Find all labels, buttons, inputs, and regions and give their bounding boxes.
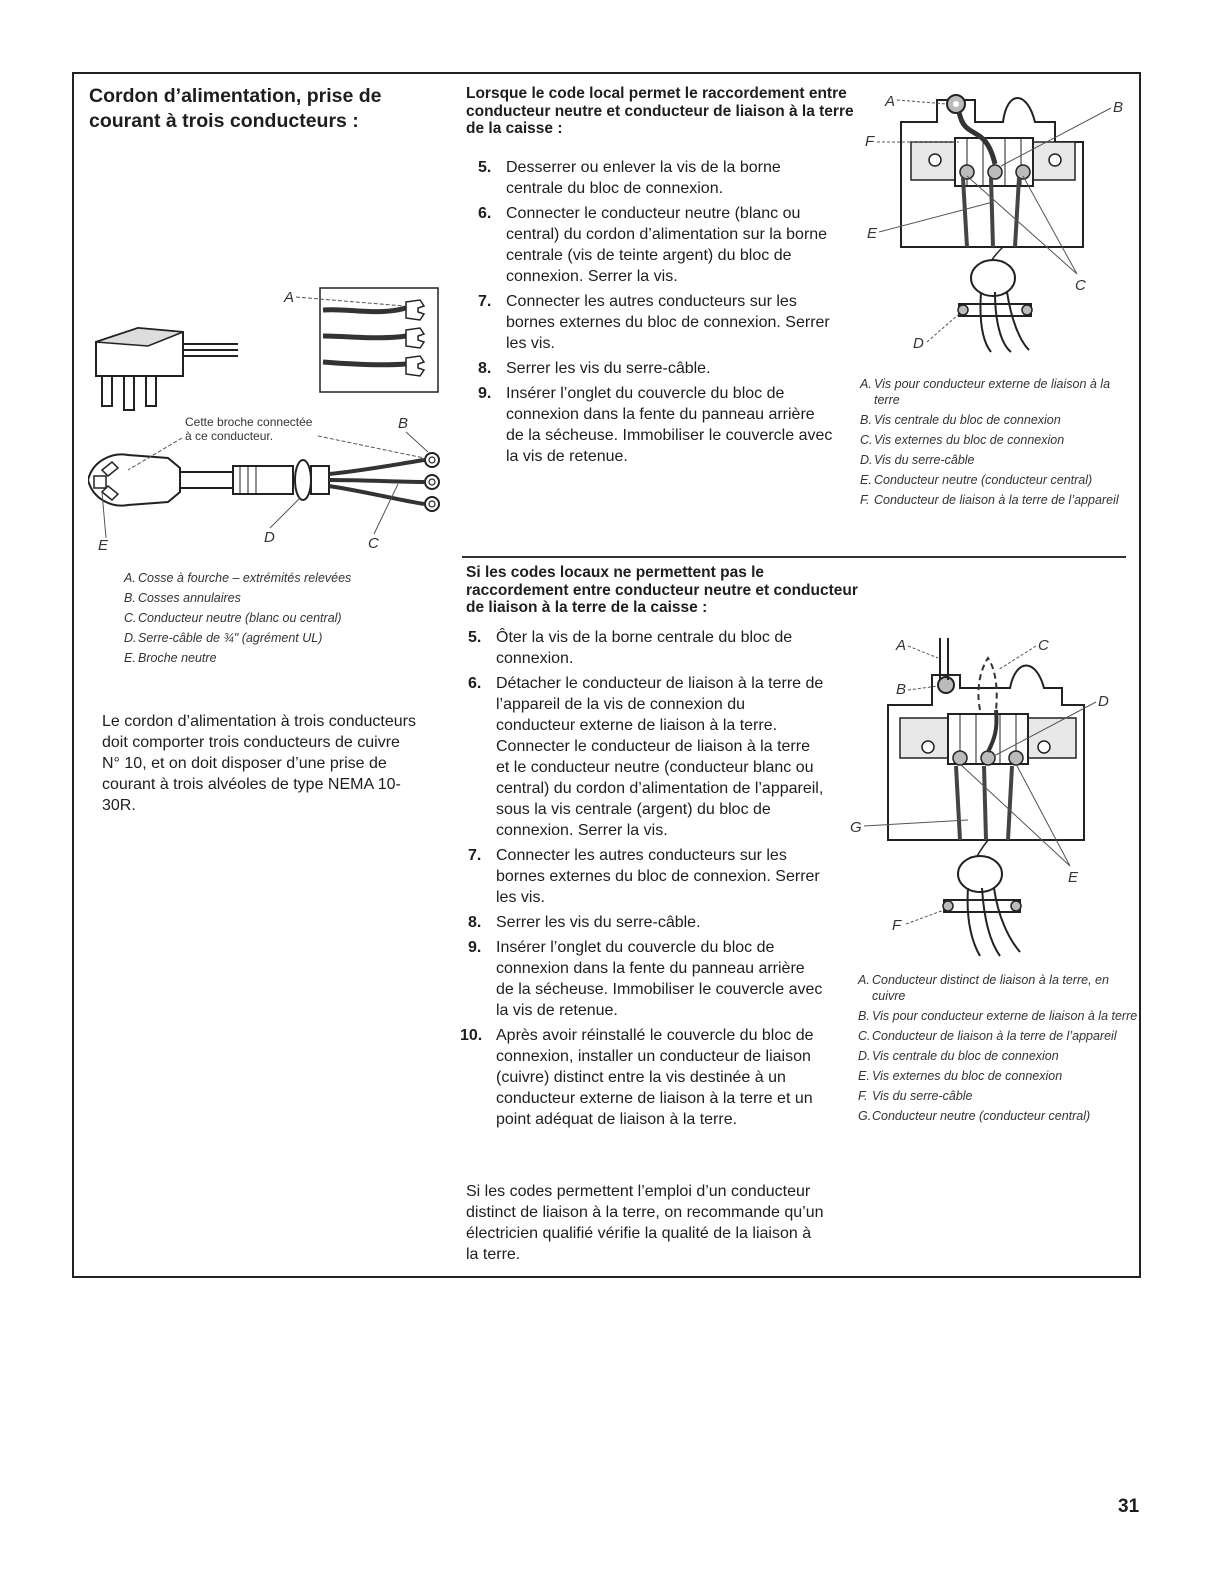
label-E: E [98,537,109,554]
section2-note: Si les codes permettent l’emploi d’un conducteur distinct de liaison à la terre, on recommande qu’un électricien qualifié vérifie la qualité de la liaison à la terre. [466,1183,824,1263]
label-F: F [892,917,902,934]
label-A: A [896,637,907,654]
label-B: B [398,415,409,432]
step-item: 7. Connecter les autres conducteurs sur les bornes externes du bloc de connexion. Serrer les vis. [478,293,830,352]
section1-legend [860,376,1130,512]
power-cord-illustration [88,280,448,555]
terminal-block-diagram-2 [848,630,1133,965]
legend-item: D. Vis du serre-câble [860,453,975,467]
label-A: A [284,289,295,306]
step-item: 10. Après avoir réinstallé le couvercle du bloc de connexion, installer un conducteur de liaison (cuivre) distinct entre la vis destinée à un conducteur externe de liaison à la terre et un point adéquat de liaison à la terre. [460,1027,814,1128]
section1-steps [466,157,836,471]
section2-heading: Si les codes locaux ne permettent pas le raccordement entre conducteur neutre et conducteur de liaison à la terre de la caisse : [466,564,858,616]
label-A: A [885,93,896,110]
legend-item: A. Conducteur distinct de liaison à la terre, en cuivre [858,973,1109,1003]
label-G: G [850,819,862,836]
label-D: D [913,335,924,352]
legend-item: C. Conducteur neutre (blanc ou central) [124,611,342,625]
fork-terminals-box [320,288,438,392]
step-item: 8. Serrer les vis du serre-câble. [468,914,701,931]
step-item: 7. Connecter les autres conducteurs sur les bornes externes du bloc de connexion. Serrer les vis. [468,847,820,906]
label-B: B [1113,99,1124,116]
section2-legend [858,972,1138,1128]
cord-with-ring-terminals [88,453,439,511]
plug-side-view [96,328,238,410]
label-C: C [368,535,379,552]
page-number: 31 [1118,1496,1140,1517]
legend-item: C. Conducteur de liaison à la terre de l’appareil [858,1029,1117,1043]
legend-item: C. Vis externes du bloc de connexion [860,433,1065,447]
legend-item: F. Vis du serre-câble [858,1089,973,1103]
section1-heading: Lorsque le code local permet le raccordement entre conducteur neutre et conducteur de liaison à la terre de la caisse : [466,85,854,137]
label-F: F [865,133,875,150]
legend-item: E. Conducteur neutre (conducteur central) [860,473,1093,487]
legend-item: B. Vis pour conducteur externe de liaison à la terre [858,1009,1138,1023]
step-item: 5. Ôter la vis de la borne centrale du bloc de connexion. [468,629,793,667]
section-title: Cordon d’alimentation, prise de courant à trois conducteurs : [89,85,382,132]
step-item: 9. Insérer l’onglet du couvercle du bloc de connexion dans la fente du panneau arrière de la sécheuse. Immobiliser le couvercle avec la vis de retenue. [478,385,833,465]
label-D: D [264,529,275,546]
cord-requirements-paragraph: Le cordon d’alimentation à trois conducteurs doit comporter trois conducteurs de cuivre N° 10, et on doit disposer d’une prise de courant à trois alvéoles de type NEMA 10-30R. [102,713,416,814]
terminal-block-diagram-1 [855,82,1135,357]
callout-text-line-1: Cette broche connectée [185,415,313,429]
legend-item: F. Conducteur de liaison à la terre de l’appareil [860,493,1119,507]
legend-item: D. Vis centrale du bloc de connexion [858,1049,1059,1063]
label-B: B [896,681,907,698]
step-item: 9. Insérer l’onglet du couvercle du bloc de connexion dans la fente du panneau arrière de la sécheuse. Immobiliser le couvercle avec la vis de retenue. [468,939,823,1019]
legend-item: E. Vis externes du bloc de connexion [858,1069,1063,1083]
step-item: 6. Détacher le conducteur de liaison à la terre de l’appareil de la vis de connexion du conducteur externe de liaison à la terre. Connecter le conducteur de liaison à la terre et le conducteur neutre (conducteur blanc ou central) du cordon d’alimentation de l’appareil, sous la vis centrale (argent) du bloc de connexion. Serrer la vis. [468,675,824,839]
legend-item: G. Conducteur neutre (conducteur central) [858,1109,1091,1123]
legend-item: B. Vis centrale du bloc de connexion [860,413,1061,427]
legend-item: D. Serre-câble de ¾" (agrément UL) [124,631,323,645]
legend-item: B. Cosses annulaires [124,591,241,605]
label-E: E [1068,869,1079,886]
callout-text-line-2: à ce conducteur. [185,429,274,443]
label-D: D [1098,693,1109,710]
step-item: 8. Serrer les vis du serre-câble. [478,360,711,377]
legend-item: A. Vis pour conducteur externe de liaison à la terre [860,377,1111,407]
legend-item: E. Broche neutre [124,651,217,665]
label-C: C [1075,277,1086,294]
step-item: 5. Desserrer ou enlever la vis de la borne centrale du bloc de connexion. [478,159,781,197]
left-legend [124,570,424,670]
section-divider [462,556,1126,558]
section2-steps [456,627,826,1134]
label-E: E [867,225,878,242]
label-C: C [1038,637,1049,654]
step-item: 6. Connecter le conducteur neutre (blanc ou central) du cordon d’alimentation sur la borne centrale (vis de teinte argent) du bloc de connexion. Serrer la vis. [478,205,828,285]
legend-item: A. Cosse à fourche – extrémités relevées [124,571,352,585]
